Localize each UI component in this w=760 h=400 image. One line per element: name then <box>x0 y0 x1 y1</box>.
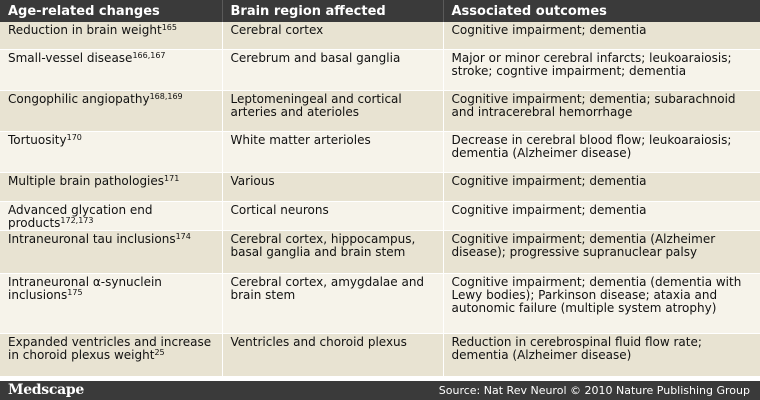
region-cell: Leptomeningeal and cortical arteries and aterioles <box>222 90 443 131</box>
table-row <box>0 230 760 273</box>
change-cell: Multiple brain pathologies$^{171}$ <box>0 172 222 201</box>
outcome-cell: Decrease in cerebral blood flow; leukoaraiosis; dementia (Alzheimer disease) <box>443 131 760 172</box>
table-row <box>0 131 760 172</box>
reference-number: 165 <box>161 23 177 32</box>
reference-number: 166,167 <box>132 50 166 60</box>
footer-bar <box>0 381 760 400</box>
reference-number: 168,169 <box>149 91 183 101</box>
outcome-cell: Major or minor cerebral infarcts; leukoaraiosis; stroke; cogntive impairment; dementia <box>443 49 760 90</box>
table-row <box>0 22 760 49</box>
change-cell: Intraneuronal tau inclusions$^{174}$ <box>0 230 222 273</box>
outcome-cell: Cognitive impairment; dementia (dementia with Lewy bodies); Parkinson disease; ataxia and autonomic failure (multiple system atrophy) <box>443 273 760 333</box>
table-row <box>0 333 760 376</box>
header-row <box>0 0 760 22</box>
reference-number: 175 <box>67 287 83 297</box>
table-row <box>0 273 760 333</box>
source-credit: Source: Nat Rev Neurol © 2010 Nature Publishing Group <box>438 384 750 397</box>
outcome-cell: Cognitive impairment; dementia <box>443 172 760 201</box>
region-cell: Cerebrum and basal ganglia <box>222 49 443 90</box>
region-cell: Cortical neurons <box>222 201 443 230</box>
outcome-cell: Reduction in cerebrospinal fluid flow rate; dementia (Alzheimer disease) <box>443 333 760 376</box>
column-header-outcomes: Associated outcomes <box>443 0 760 22</box>
table-row <box>0 201 760 230</box>
change-cell: Reduction in brain weight$^{165}$ <box>0 22 222 49</box>
region-cell: Cerebral cortex <box>222 22 443 49</box>
region-cell: Cerebral cortex, hippocampus, basal ganglia and brain stem <box>222 230 443 273</box>
reference-number: 171 <box>164 173 180 183</box>
change-cell: Expanded ventricles and increase in choroid plexus weight$^{25}$ <box>0 333 222 376</box>
change-cell: Intraneuronal α-synuclein inclusions$^{175}$ <box>0 273 222 333</box>
region-cell: Cerebral cortex, amygdalae and brain stem <box>222 273 443 333</box>
table-row <box>0 90 760 131</box>
change-cell: Congophilic angiopathy$^{168,169}$ <box>0 90 222 131</box>
outcome-cell: Cognitive impairment; dementia (Alzheimer disease); progressive supranuclear palsy <box>443 230 760 273</box>
region-cell: White matter arterioles <box>222 131 443 172</box>
change-cell: Tortuosity$^{170}$ <box>0 131 222 172</box>
column-header-region: Brain region affected <box>222 0 443 22</box>
reference-number: 172,173 <box>60 215 94 225</box>
change-cell: Advanced glycation end products$^{172,173}$ <box>0 201 222 230</box>
table-row <box>0 172 760 201</box>
reference-number: 25 <box>154 347 165 357</box>
outcome-cell: Cognitive impairment; dementia; subarachnoid and intracerebral hemorrhage <box>443 90 760 131</box>
column-header-changes: Age-related changes <box>0 0 222 22</box>
reference-number: 170 <box>66 132 82 142</box>
table-row <box>0 49 760 90</box>
reference-number: 174 <box>175 231 191 241</box>
change-cell: Small-vessel disease$^{166,167}$ <box>0 49 222 90</box>
outcome-cell: Cognitive impairment; dementia <box>443 22 760 49</box>
region-cell: Ventricles and choroid plexus <box>222 333 443 376</box>
medscape-logo[interactable]: Medscape <box>8 382 84 398</box>
outcome-cell: Cognitive impairment; dementia <box>443 201 760 230</box>
region-cell: Various <box>222 172 443 201</box>
